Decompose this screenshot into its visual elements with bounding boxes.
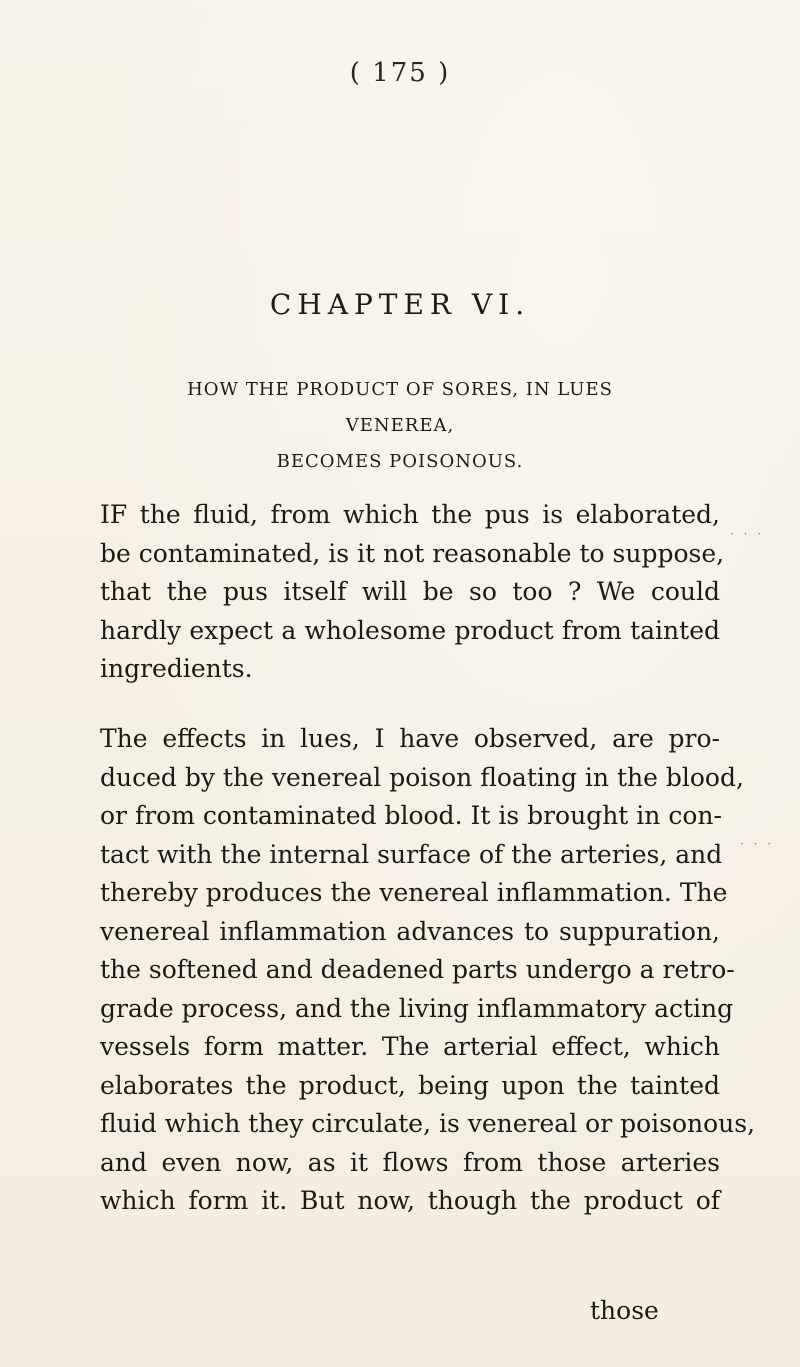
text-line: duced by the venereal poison floating in the blood,	[100, 762, 744, 792]
subtitle-line-1: HOW THE PRODUCT OF SORES, IN LUES VENEREA,	[187, 379, 613, 436]
text-line: or from contaminated blood. It is brought in con-	[100, 801, 722, 830]
text-line: hardly expect a wholesome product from tainted	[100, 615, 720, 645]
subtitle-line-2: BECOMES POISONOUS.	[276, 451, 524, 472]
text-line: fluid which they circulate, is venereal or poisonous,	[100, 1109, 756, 1138]
text-line: and even now, as it flows from those arteries	[100, 1147, 720, 1177]
text-line: IF the fluid, from which the pus is elaborated,	[100, 500, 720, 529]
paragraph-1	[100, 496, 725, 689]
text-line: tact with the internal surface of the arteries, and	[100, 839, 723, 869]
margin-mark: · · ·	[740, 837, 775, 851]
text-line: thereby produces the venereal inflammation. The	[100, 878, 728, 907]
text-line: elaborates the product, being upon the tainted	[100, 1070, 720, 1100]
text-line: which form it. But now, though the product of	[100, 1186, 720, 1215]
text-line: the softened and deadened parts undergo a retro-	[100, 955, 735, 984]
paragraph-2	[100, 720, 756, 1221]
text-line: venereal inflammation advances to suppuration,	[100, 916, 720, 946]
page-number: ( 175 )	[349, 58, 451, 88]
text-line: The effects in lues, I have observed, are pro-	[100, 724, 720, 753]
text-line: be contaminated, is it not reasonable to suppose,	[100, 538, 725, 568]
chapter-subtitle	[140, 372, 660, 480]
margin-mark: · · ·	[730, 527, 765, 541]
text-line: that the pus itself will be so too ? We could	[100, 577, 720, 606]
chapter-title: CHAPTER VI.	[269, 288, 531, 321]
text-line: ingredients.	[100, 654, 253, 683]
catchword: those	[590, 1296, 659, 1325]
text-line: vessels form matter. The arterial effect, which	[100, 1032, 720, 1061]
text-line: grade process, and the living inflammatory acting	[100, 993, 734, 1023]
